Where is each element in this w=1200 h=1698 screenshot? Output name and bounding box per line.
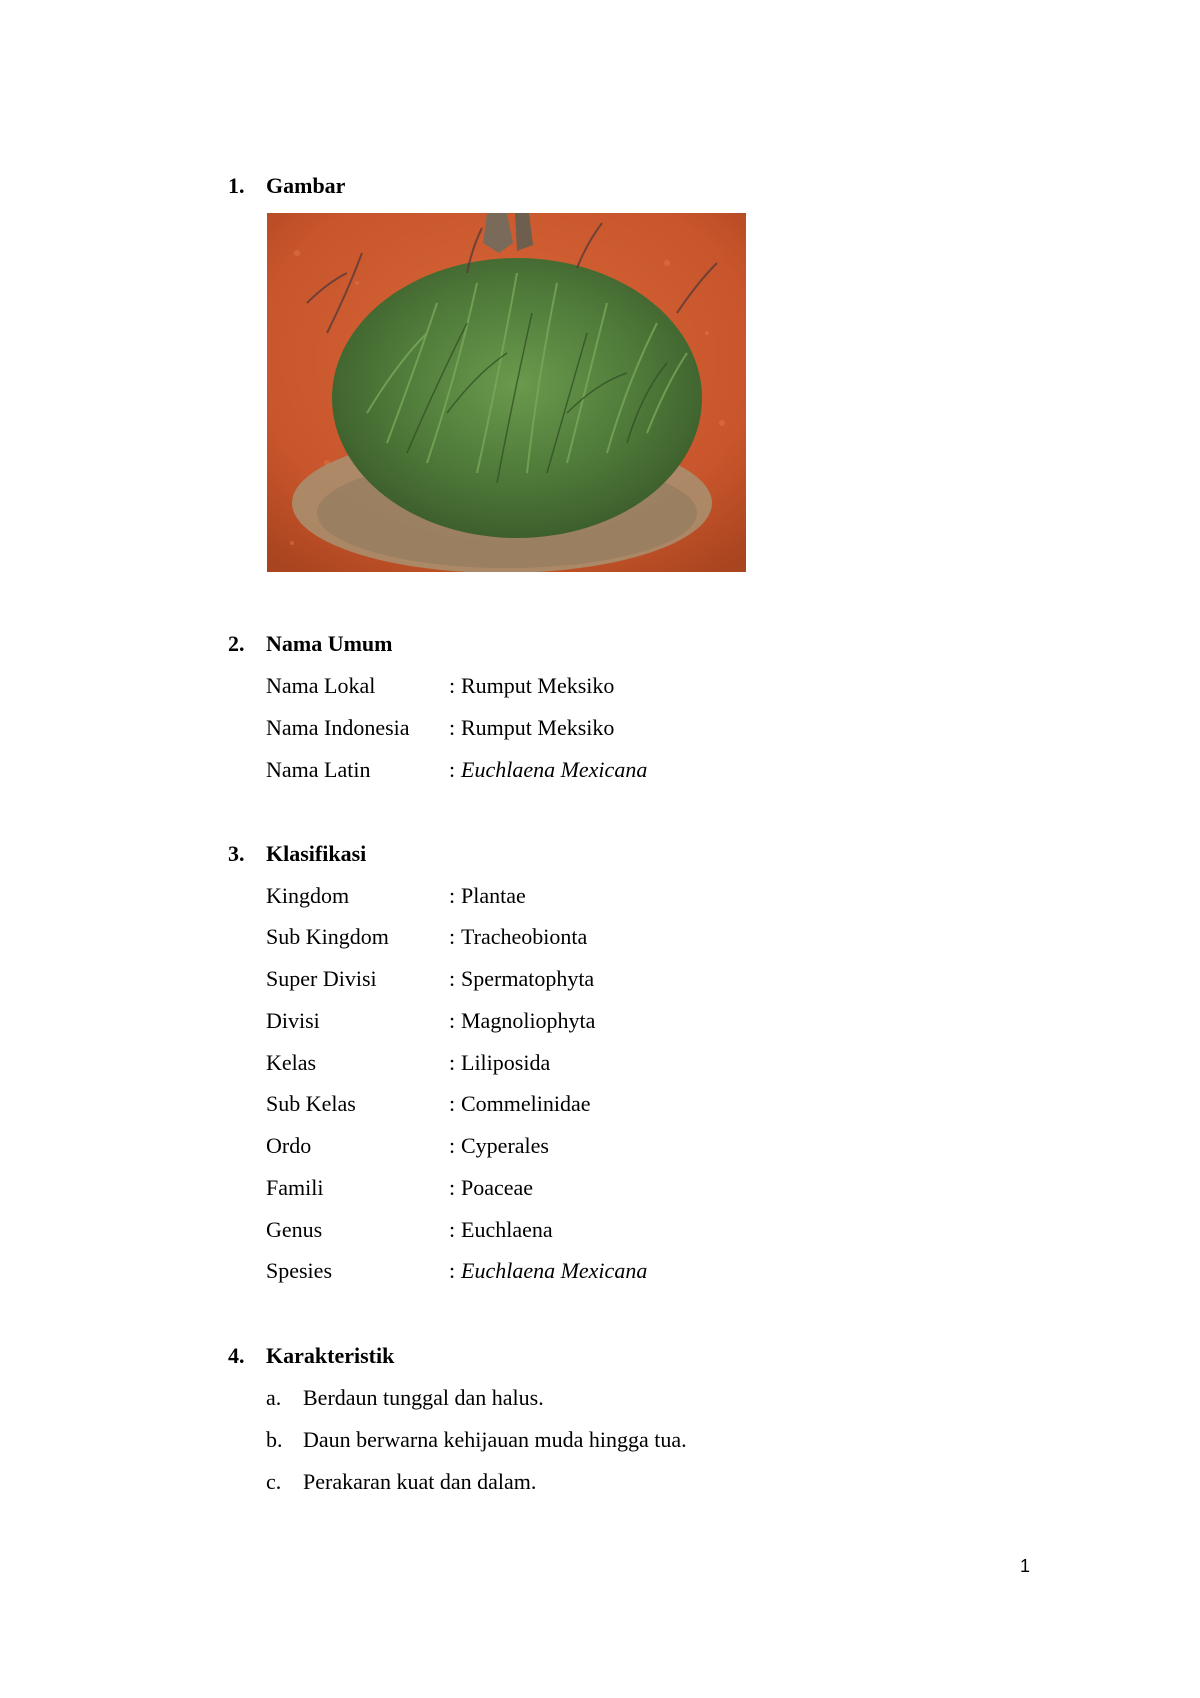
page-number: 1 (1020, 1556, 1031, 1576)
klasifikasi-value: Spermatophyta (461, 966, 595, 991)
klasifikasi-label: Super Divisi (266, 966, 377, 991)
section-nama-umum-heading (0, 631, 1200, 661)
nama-value: Rumput Meksiko (461, 715, 615, 740)
klasifikasi-value: Liliposida (461, 1050, 551, 1075)
klasifikasi-label: Genus (266, 1217, 323, 1242)
klasifikasi-value: Cyperales (461, 1133, 549, 1158)
klasifikasi-value: Plantae (461, 883, 526, 908)
klasifikasi-label: Famili (266, 1175, 324, 1200)
section-title: Nama Umum (266, 631, 393, 656)
klasifikasi-value: Tracheobionta (461, 924, 588, 949)
list-text: Berdaun tunggal dan halus. (303, 1385, 544, 1410)
klasifikasi-row (0, 924, 1200, 954)
klasifikasi-value: Magnoliophyta (461, 1008, 596, 1033)
nama-row (0, 673, 1200, 703)
section-klasifikasi-heading (0, 841, 1200, 871)
separator: : (449, 1050, 456, 1075)
klasifikasi-row (0, 1091, 1200, 1121)
section-number: 4. (228, 1343, 245, 1368)
klasifikasi-label: Divisi (266, 1008, 320, 1033)
klasifikasi-row (0, 1258, 1200, 1288)
klasifikasi-value: Euchlaena Mexicana (461, 1258, 648, 1283)
section-number: 2. (228, 631, 245, 656)
list-text: Perakaran kuat dan dalam. (303, 1469, 537, 1494)
klasifikasi-row (0, 1217, 1200, 1247)
nama-row (0, 757, 1200, 787)
nama-value: Rumput Meksiko (461, 673, 615, 698)
separator: : (449, 715, 456, 740)
section-title: Karakteristik (266, 1343, 395, 1368)
nama-label: Nama Latin (266, 757, 371, 782)
klasifikasi-label: Ordo (266, 1133, 312, 1158)
list-item (0, 1469, 1200, 1499)
klasifikasi-value: Poaceae (461, 1175, 534, 1200)
klasifikasi-label: Spesies (266, 1258, 332, 1283)
separator: : (449, 757, 456, 782)
klasifikasi-row (0, 883, 1200, 913)
separator: : (449, 966, 456, 991)
separator: : (449, 883, 456, 908)
nama-row (0, 715, 1200, 745)
nama-label: Nama Lokal (266, 673, 376, 698)
list-marker: b. (266, 1427, 283, 1452)
separator: : (449, 1258, 456, 1283)
klasifikasi-value: Euchlaena (461, 1217, 553, 1242)
klasifikasi-row (0, 1175, 1200, 1205)
list-text: Daun berwarna kehijauan muda hingga tua. (303, 1427, 687, 1452)
klasifikasi-row (0, 1133, 1200, 1163)
klasifikasi-label: Sub Kingdom (266, 924, 389, 949)
nama-value: Euchlaena Mexicana (461, 757, 648, 782)
list-marker: c. (266, 1469, 282, 1494)
klasifikasi-label: Sub Kelas (266, 1091, 356, 1116)
klasifikasi-row (0, 1050, 1200, 1080)
separator: : (449, 1008, 456, 1033)
list-item (0, 1427, 1200, 1457)
klasifikasi-label: Kingdom (266, 883, 350, 908)
list-item (0, 1385, 1200, 1415)
section-title: Gambar (266, 173, 346, 198)
section-number: 1. (228, 173, 245, 198)
separator: : (449, 1091, 456, 1116)
klasifikasi-value: Commelinidae (461, 1091, 591, 1116)
separator: : (449, 1133, 456, 1158)
nama-label: Nama Indonesia (266, 715, 410, 740)
klasifikasi-label: Kelas (266, 1050, 317, 1075)
section-number: 3. (228, 841, 245, 866)
klasifikasi-row (0, 966, 1200, 996)
separator: : (449, 924, 456, 949)
section-karakteristik-heading (0, 1343, 1200, 1373)
section-title: Klasifikasi (266, 841, 367, 866)
list-marker: a. (266, 1385, 282, 1410)
klasifikasi-row (0, 1008, 1200, 1038)
separator: : (449, 673, 456, 698)
separator: : (449, 1175, 456, 1200)
section-gambar-heading (0, 173, 1200, 203)
separator: : (449, 1217, 456, 1242)
grass-photo (267, 213, 746, 572)
